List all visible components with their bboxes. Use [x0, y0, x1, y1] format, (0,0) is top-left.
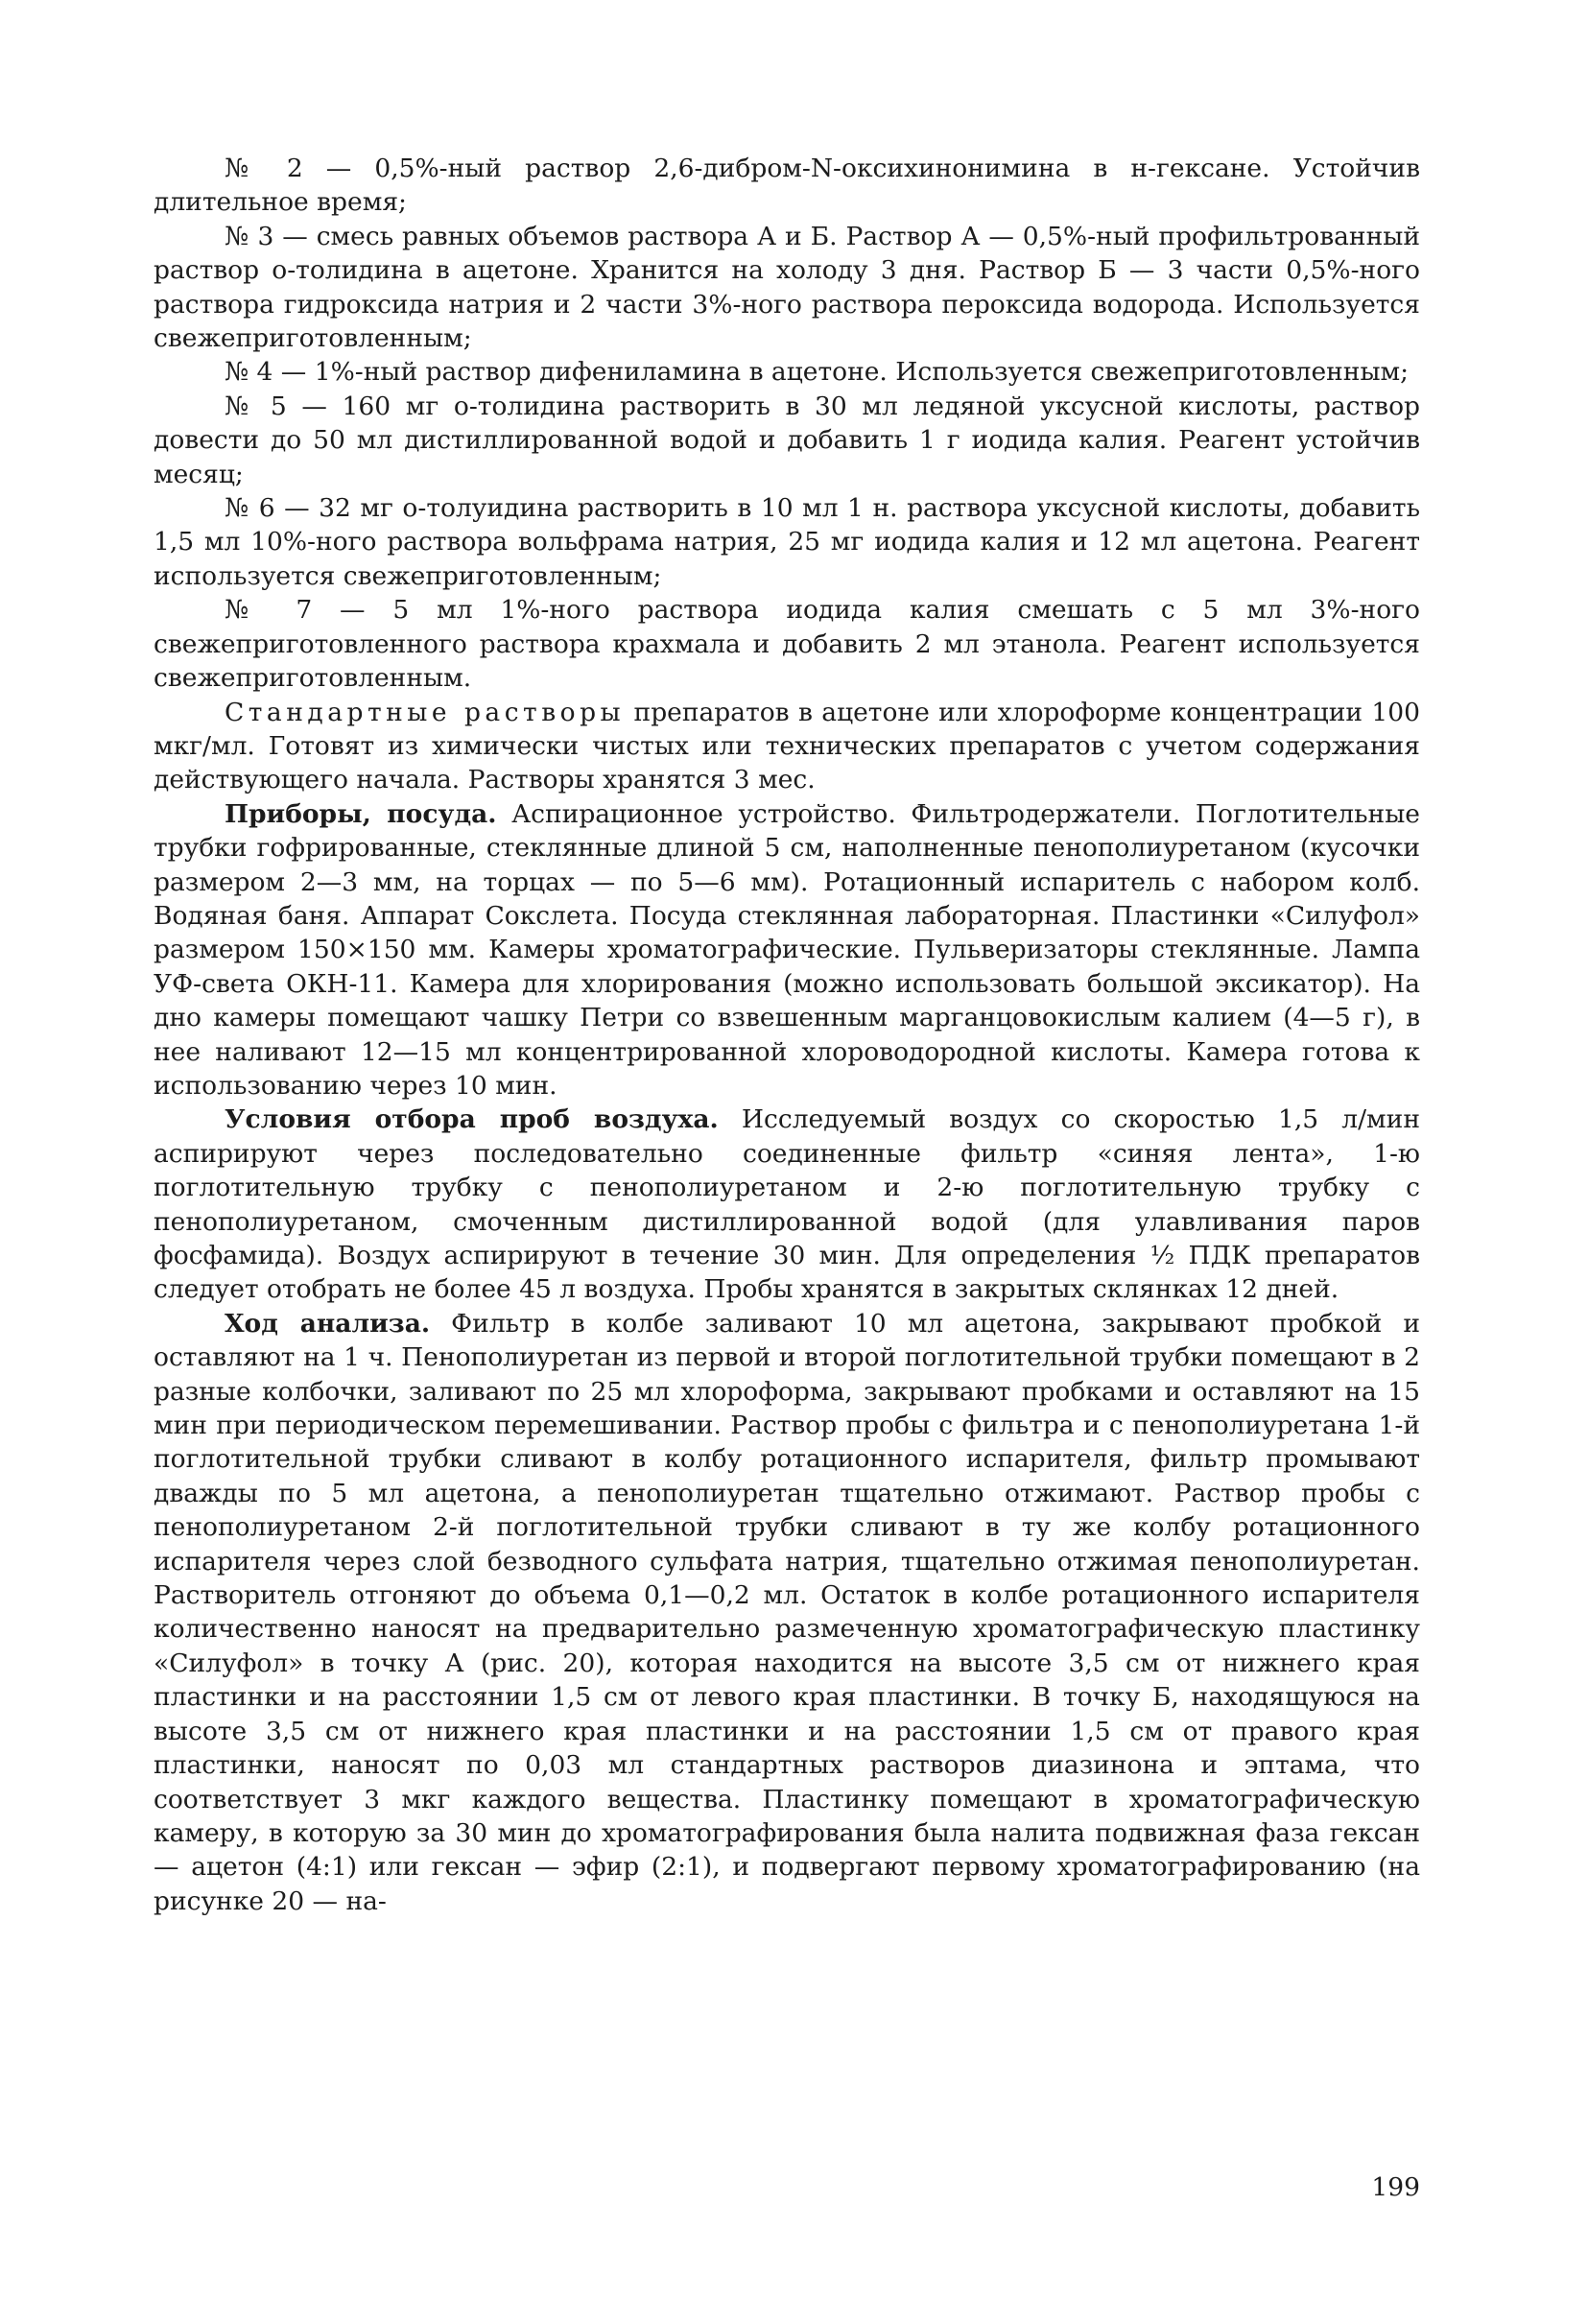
- equipment-paragraph: [154, 797, 1420, 1103]
- analysis-paragraph: [154, 1307, 1420, 1918]
- page-body: [154, 152, 1420, 1918]
- standards-heading: Стандартные растворы: [225, 697, 626, 727]
- reagent-7: № 7 — 5 мл 1%-ного раствора иодида калия смешать с 5 мл 3%-ного свежеприготовленного раствора крахмала и добавить 2 мл этанола. Реагент используется свежеприготовленным.: [154, 595, 1420, 694]
- analysis-text: Фильтр в колбе заливают 10 мл ацетона, закрывают пробкой и оставляют на 1 ч. Пенополиуретан из первой и второй поглотительной трубки помещают в 2 разные колбочки, заливают по 25 мл хлороформа, закрывают пробками и оставляют на 15 мин при периодическом перемешивании. Раствор пробы с фильтра и с пенополиуретана 1-й поглотительной трубки сливают в колбу ротационного испарителя, фильтр промывают дважды по 5 мл ацетона, а пенополиуретан тщательно отжимают. Раствор пробы с пенополиуретаном 2-й поглотительной трубки сливают в ту же колбу ротационного испарителя через слой безводного сульфата натрия, тщательно отжимая пенополиуретан. Растворитель отгоняют до объема 0,1—0,2 мл. Остаток в колбе ротационного испарителя количественно наносят на предварительно размеченную хроматографическую пластинку «Силуфол» в точку А (рис. 20), которая находится на высоте 3,5 см от нижнего края пластинки и на расстоянии 1,5 см от левого края пластинки. В точку Б, находящуюся на высоте 3,5 см от нижнего края пластинки и на расстоянии 1,5 см от правого края пластинки, наносят по 0,03 мл стандартных растворов диазинона и эптама, что соответствует 3 мкг каждого вещества. Пластинку помещают в хроматографическую камеру, в которую за 30 мин до хроматографирования была налита подвижная фаза гексан — ацетон (4:1) или гексан — эфир (2:1), и подвергают первому хроматографированию (на рисунке 20 — на-: [154, 1308, 1420, 1916]
- standards-paragraph: [154, 696, 1420, 797]
- standards-text: препаратов в ацетоне или хлороформе концентрации 100 мкг/мл. Готовят из химически чистых или технических препаратов с учетом содержания действующего начала. Растворы хранятся 3 мес.: [154, 697, 1420, 795]
- reagent-6: № 6 — 32 мг о-толуидина растворить в 10 мл 1 н. раствора уксусной кислоты, добавить 1,5 мл 10%-ного раствора вольфрама натрия, 25 мг иодида калия и 12 мл ацетона. Реагент используется свежеприготовленным;: [154, 493, 1420, 591]
- equipment-heading: Приборы, посуда.: [225, 798, 497, 829]
- reagent-4: № 4 — 1%-ный раствор дифениламина в ацетоне. Используется свежеприготовленным;: [225, 357, 1410, 388]
- sampling-paragraph: [154, 1103, 1420, 1306]
- analysis-heading: Ход анализа.: [225, 1308, 431, 1339]
- sampling-heading: Условия отбора проб воздуха.: [225, 1104, 719, 1135]
- equipment-text: Аспирационное устройство. Фильтродержатели. Поглотительные трубки гофрированные, стеклянные длиной 5 см, наполненные пенополиуретаном (кусочки размером 2—3 мм, на торцах — по 5—6 мм). Ротационный испаритель с набором колб. Водяная баня. Аппарат Сокслета. Посуда стеклянная лабораторная. Пластинки «Силуфол» размером 150×150 мм. Камеры хроматографические. Пульверизаторы стеклянные. Лампа УФ-света ОКН-11. Камера для хлорирования (можно использовать большой эксикатор). На дно камеры помещают чашку Петри со взвешенным марганцовокислым калием (4—5 г), в нее наливают 12—15 мл концентрированной хлороводородной кислоты. Камера готова к использованию через 10 мин.: [154, 798, 1420, 1101]
- reagent-3: № 3 — смесь равных объемов раствора А и Б. Раствор А — 0,5%-ный профильтрованный раствор о-толидина в ацетоне. Хранится на холоду 3 дня. Раствор Б — 3 части 0,5%-ного раствора гидроксида натрия и 2 части 3%-ного раствора пероксида водорода. Используется свежеприготовленным;: [154, 221, 1420, 354]
- sampling-text: Исследуемый воздух со скоростью 1,5 л/мин аспирируют через последовательно соединенные фильтр «синяя лента», 1-ю поглотительную трубку с пенополиуретаном и 2-ю поглотительную трубку с пенополиуретаном, смоченным дистиллированной водой (для улавливания паров фосфамида). Воздух аспирируют в течение 30 мин. Для определения ½ ПДК препаратов следует отобрать не более 45 л воздуха. Пробы хранятся в закрытых склянках 12 дней.: [154, 1104, 1420, 1305]
- reagent-2: № 2 — 0,5%-ный раствор 2,6-дибром-N-оксихинонимина в н-гексане. Устойчив длительное время;: [154, 154, 1420, 218]
- reagent-5: № 5 — 160 мг о-толидина растворить в 30 мл ледяной уксусной кислоты, раствор довести до 50 мл дистиллированной водой и добавить 1 г иодида калия. Реагент устойчив месяц;: [154, 391, 1420, 489]
- page-number: 199: [1371, 2172, 1420, 2202]
